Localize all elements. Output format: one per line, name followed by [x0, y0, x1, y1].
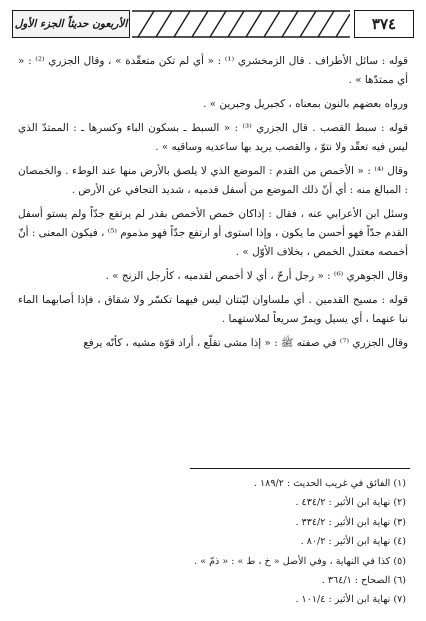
- footnote-item: (٧) نهاية ابن الأثير : ١٠١/٤ .: [295, 594, 406, 606]
- paragraph: قوله : سائل الأطراف . قال الزمخشري ⁽¹⁾ : « أي لم تكن متعقّدة » ، وقال الجزري ⁽²⁾ : « أي ممتدّها » .: [18, 55, 408, 86]
- paragraph: وسئل ابن الأعرابي عنه ، فقال : إذاكان خمص الأخمص بقدر لم يرتفع جدّاً ولم يستو أسفل القدم جدّاً فهو أحسن ما يكون ، وإذا استوى أو ارتفع جدّاً فهو مذموم ⁽⁵⁾ ، فيكون المعنى : أنّ أخمصه معتدل الخمص ، بخلاف الأوّل » .: [18, 208, 408, 258]
- page-number: ٣٧٤: [354, 10, 414, 38]
- paragraph: قوله : سبط القصب . قال الجزري ⁽³⁾ : « السبط ـ بسكون الباء وكسرها ـ : الممتدّ الذي ليس فيه تعقّد ولا نتوّ ، والقصب يريد بها ساعديه وساقيه » .: [18, 122, 408, 153]
- footnotes: [26, 474, 406, 610]
- paragraph: وقال ⁽⁴⁾ : « الأخمص من القدم : الموضع الذي لا يلصق بالأرض منها عند الوطء . والخمصان : المبالغ منه : أي أنّ ذلك الموضع من أسفل قدميه ، شديد التجافي عن الأرض .: [18, 165, 409, 196]
- main-text: [18, 52, 408, 358]
- footnote-item: (٦) الصحاح : ٣٦٤/١ .: [321, 575, 406, 587]
- paragraph: وقال الجوهري ⁽⁶⁾ : « رجل أرحّ ، أي لا أخمص لقدميه ، كأرجل الزنج » .: [105, 270, 408, 282]
- footnote-divider: [190, 468, 410, 469]
- paragraph: قوله : مسيح القدمين . أي ملساوان ليّنتان ليس فيهما تكسّر ولا شقاق ، فإذا أصابهما الماء نبا عنهما ، أي يسيل ويمرّ سريعاً لملاستهما .: [18, 294, 408, 325]
- footnote-item: (٥) كذا في النهاية ، وفي الأصل « خ ، ط » : « ذمّ » .: [194, 555, 406, 567]
- footnote-item: (١) الفائق في غريب الحديث : ١٨٩/٢ .: [253, 478, 406, 489]
- footnote-item: (٣) نهاية ابن الأثير : ٣٣٤/٢ .: [295, 516, 406, 528]
- page-header: [12, 10, 414, 38]
- footnote-item: (٤) نهاية ابن الأثير : ٨٠/٢ .: [300, 536, 406, 548]
- header-stripes: [132, 10, 350, 38]
- book-title: الأربعون حديثاً الجزء الأول: [12, 10, 130, 38]
- paragraph: وقال الجزري ⁽⁷⁾ في صفته ﷺ : « إذا مشى تقلّع ، أراد قوّة مشيه ، كأنّه يرفع: [83, 337, 408, 349]
- footnote-item: (٢) نهاية ابن الأثير : ٤٣٤/٢ .: [295, 497, 406, 509]
- paragraph: ورواه بعضهم بالنون بمعناه ، كجبريل وجبرين » .: [203, 98, 408, 110]
